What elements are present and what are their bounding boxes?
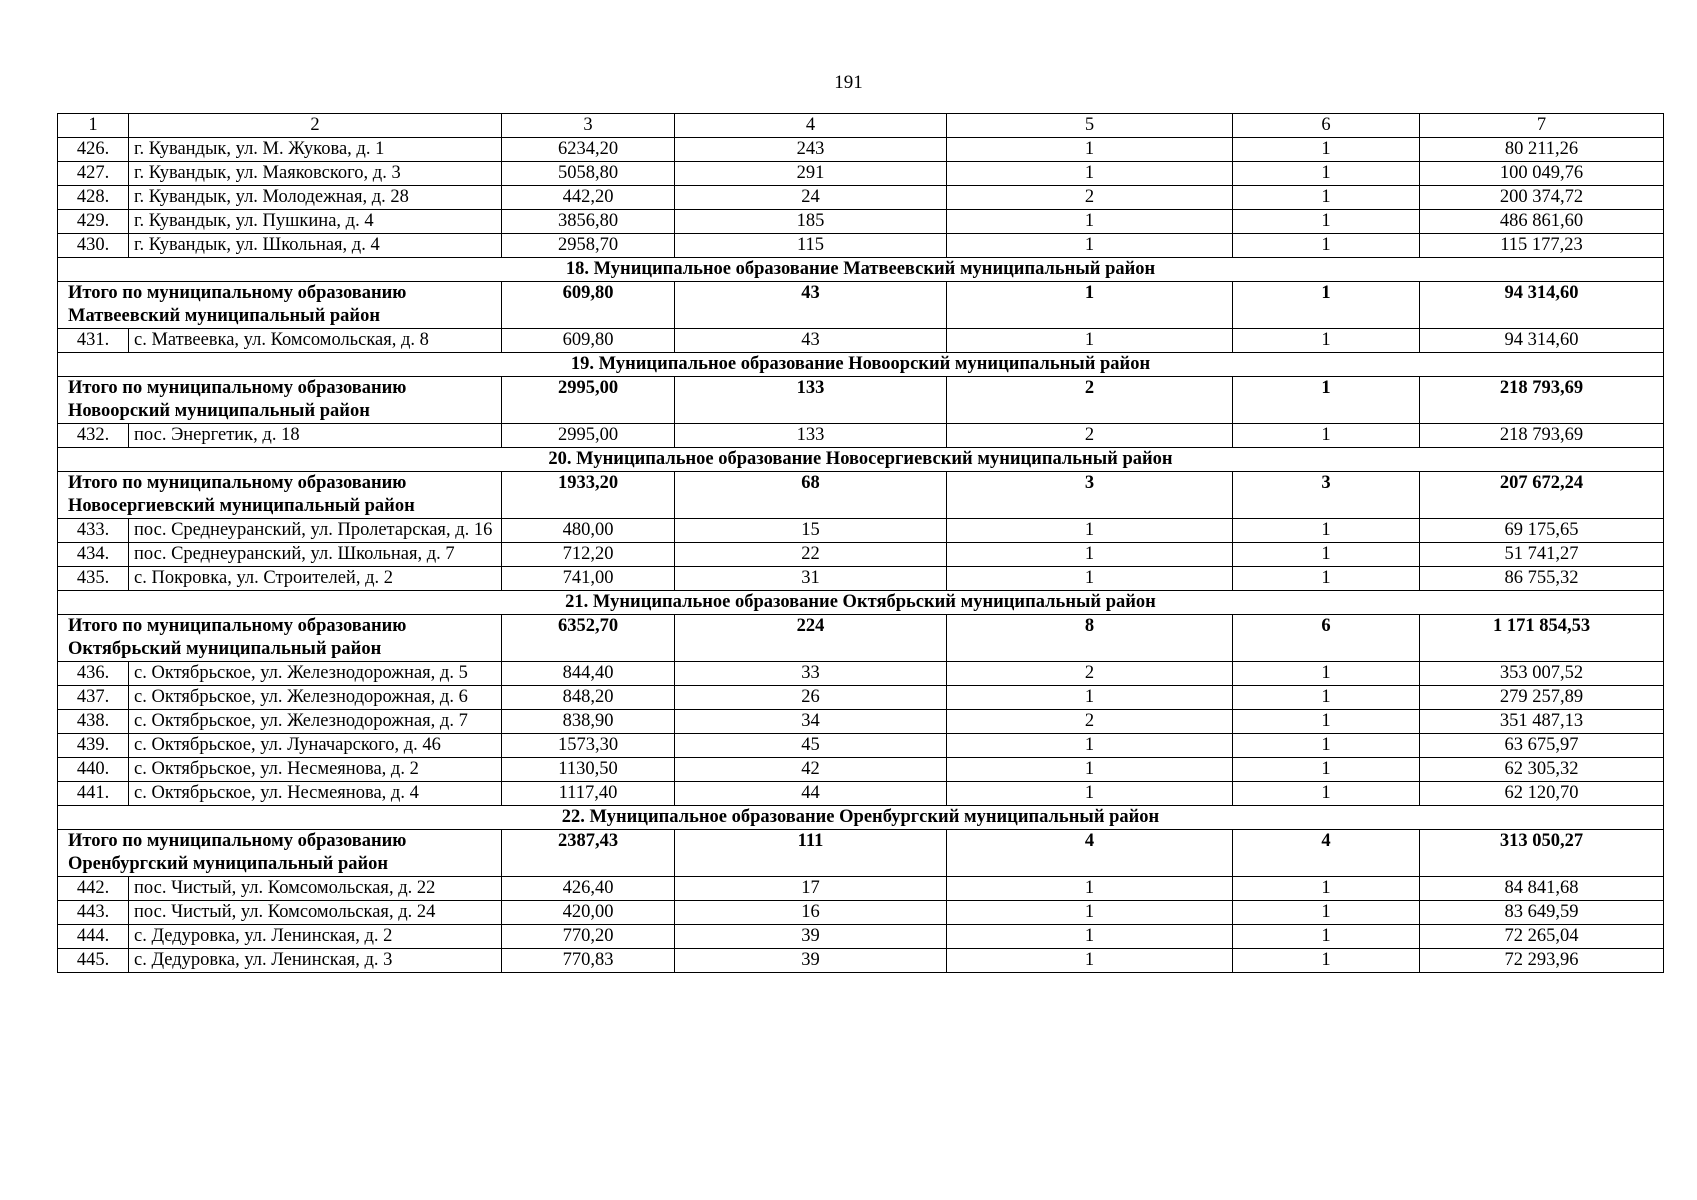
value-cell-col6: 1 [1233, 424, 1420, 448]
table-row [58, 710, 1664, 734]
value-cell-col5: 1 [947, 567, 1233, 591]
value-cell-col3: 1117,40 [502, 782, 675, 806]
value-cell-col5: 1 [947, 686, 1233, 710]
value-cell-col6: 1 [1233, 782, 1420, 806]
value-cell-col7: 80 211,26 [1420, 138, 1664, 162]
row-number: 434. [58, 543, 129, 567]
value-cell-col5: 1 [947, 949, 1233, 973]
value-cell-col3: 3856,80 [502, 210, 675, 234]
subtotal-cell-col7: 313 050,27 [1420, 830, 1664, 877]
subtotal-cell-col7: 1 171 854,53 [1420, 615, 1664, 662]
subtotal-cell-col6: 4 [1233, 830, 1420, 877]
value-cell-col6: 1 [1233, 662, 1420, 686]
value-cell-col5: 1 [947, 162, 1233, 186]
table-row [58, 925, 1664, 949]
subtotal-cell-col7: 207 672,24 [1420, 472, 1664, 519]
value-cell-col6: 1 [1233, 925, 1420, 949]
subtotal-cell-col6: 6 [1233, 615, 1420, 662]
row-number: 440. [58, 758, 129, 782]
section-title: 22. Муниципальное образование Оренбургский муниципальный район [58, 806, 1664, 830]
value-cell-col7: 218 793,69 [1420, 424, 1664, 448]
table-row [58, 901, 1664, 925]
value-cell-col6: 1 [1233, 734, 1420, 758]
address-cell: с. Октябрьское, ул. Несмеянова, д. 2 [129, 758, 502, 782]
address-cell: г. Кувандык, ул. Школьная, д. 4 [129, 234, 502, 258]
subtotal-cell-col6: 1 [1233, 377, 1420, 424]
value-cell-col3: 609,80 [502, 329, 675, 353]
address-cell: пос. Чистый, ул. Комсомольская, д. 22 [129, 877, 502, 901]
address-cell: г. Кувандык, ул. Пушкина, д. 4 [129, 210, 502, 234]
address-cell: г. Кувандык, ул. Маяковского, д. 3 [129, 162, 502, 186]
subtotal-cell-col6: 1 [1233, 282, 1420, 329]
address-cell: с. Матвеевка, ул. Комсомольская, д. 8 [129, 329, 502, 353]
subtotal-row [58, 472, 1664, 519]
value-cell-col7: 69 175,65 [1420, 519, 1664, 543]
address-cell: с. Покровка, ул. Строителей, д. 2 [129, 567, 502, 591]
value-cell-col7: 115 177,23 [1420, 234, 1664, 258]
value-cell-col4: 24 [675, 186, 947, 210]
address-cell: пос. Чистый, ул. Комсомольская, д. 24 [129, 901, 502, 925]
column-number: 6 [1233, 114, 1420, 138]
value-cell-col5: 1 [947, 519, 1233, 543]
value-cell-col7: 84 841,68 [1420, 877, 1664, 901]
row-number: 441. [58, 782, 129, 806]
value-cell-col4: 34 [675, 710, 947, 734]
subtotal-cell-col3: 2995,00 [502, 377, 675, 424]
value-cell-col4: 31 [675, 567, 947, 591]
value-cell-col4: 33 [675, 662, 947, 686]
value-cell-col7: 83 649,59 [1420, 901, 1664, 925]
value-cell-col6: 1 [1233, 186, 1420, 210]
value-cell-col7: 200 374,72 [1420, 186, 1664, 210]
row-number: 432. [58, 424, 129, 448]
value-cell-col6: 1 [1233, 901, 1420, 925]
value-cell-col3: 770,83 [502, 949, 675, 973]
section-title: 18. Муниципальное образование Матвеевский муниципальный район [58, 258, 1664, 282]
table-row [58, 543, 1664, 567]
value-cell-col7: 62 120,70 [1420, 782, 1664, 806]
row-number: 445. [58, 949, 129, 973]
table-row [58, 210, 1664, 234]
row-number: 433. [58, 519, 129, 543]
value-cell-col3: 741,00 [502, 567, 675, 591]
value-cell-col4: 26 [675, 686, 947, 710]
value-cell-col3: 1130,50 [502, 758, 675, 782]
subtotal-label: Итого по муниципальному образованию Новосергиевский муниципальный район [58, 472, 502, 519]
subtotal-cell-col7: 218 793,69 [1420, 377, 1664, 424]
value-cell-col7: 63 675,97 [1420, 734, 1664, 758]
value-cell-col3: 420,00 [502, 901, 675, 925]
row-number: 427. [58, 162, 129, 186]
table-body [58, 114, 1664, 973]
section-header-row [58, 591, 1664, 615]
value-cell-col3: 712,20 [502, 543, 675, 567]
row-number: 436. [58, 662, 129, 686]
subtotal-label: Итого по муниципальному образованию Матвеевский муниципальный район [58, 282, 502, 329]
table-row [58, 662, 1664, 686]
value-cell-col5: 1 [947, 901, 1233, 925]
row-number: 426. [58, 138, 129, 162]
subtotal-cell-col3: 609,80 [502, 282, 675, 329]
value-cell-col6: 1 [1233, 567, 1420, 591]
value-cell-col5: 1 [947, 925, 1233, 949]
value-cell-col7: 86 755,32 [1420, 567, 1664, 591]
value-cell-col7: 353 007,52 [1420, 662, 1664, 686]
value-cell-col3: 838,90 [502, 710, 675, 734]
page-number: 191 [834, 72, 863, 93]
value-cell-col3: 2958,70 [502, 234, 675, 258]
subtotal-row [58, 377, 1664, 424]
value-cell-col4: 43 [675, 329, 947, 353]
section-header-row [58, 806, 1664, 830]
value-cell-col4: 115 [675, 234, 947, 258]
value-cell-col4: 185 [675, 210, 947, 234]
row-number: 435. [58, 567, 129, 591]
table-row [58, 782, 1664, 806]
value-cell-col5: 1 [947, 138, 1233, 162]
subtotal-row [58, 830, 1664, 877]
subtotal-label: Итого по муниципальному образованию Новоорский муниципальный район [58, 377, 502, 424]
value-cell-col6: 1 [1233, 686, 1420, 710]
subtotal-cell-col4: 224 [675, 615, 947, 662]
value-cell-col5: 1 [947, 758, 1233, 782]
table-row [58, 329, 1664, 353]
value-cell-col7: 51 741,27 [1420, 543, 1664, 567]
address-cell: с. Октябрьское, ул. Железнодорожная, д. 7 [129, 710, 502, 734]
value-cell-col6: 1 [1233, 138, 1420, 162]
subtotal-cell-col3: 6352,70 [502, 615, 675, 662]
value-cell-col6: 1 [1233, 877, 1420, 901]
row-number: 438. [58, 710, 129, 734]
value-cell-col3: 6234,20 [502, 138, 675, 162]
value-cell-col4: 45 [675, 734, 947, 758]
row-number: 429. [58, 210, 129, 234]
column-number: 1 [58, 114, 129, 138]
row-number: 437. [58, 686, 129, 710]
value-cell-col4: 291 [675, 162, 947, 186]
subtotal-label: Итого по муниципальному образованию Оренбургский муниципальный район [58, 830, 502, 877]
address-cell: с. Дедуровка, ул. Ленинская, д. 3 [129, 949, 502, 973]
value-cell-col6: 1 [1233, 234, 1420, 258]
section-header-row [58, 258, 1664, 282]
subtotal-cell-col4: 43 [675, 282, 947, 329]
address-cell: пос. Среднеуранский, ул. Пролетарская, д. 16 [129, 519, 502, 543]
value-cell-col3: 426,40 [502, 877, 675, 901]
row-number: 439. [58, 734, 129, 758]
value-cell-col3: 844,40 [502, 662, 675, 686]
value-cell-col5: 1 [947, 877, 1233, 901]
value-cell-col5: 2 [947, 662, 1233, 686]
section-title: 21. Муниципальное образование Октябрьский муниципальный район [58, 591, 1664, 615]
subtotal-label: Итого по муниципальному образованию Октябрьский муниципальный район [58, 615, 502, 662]
value-cell-col7: 72 293,96 [1420, 949, 1664, 973]
section-header-row [58, 353, 1664, 377]
table-row [58, 519, 1664, 543]
row-number: 443. [58, 901, 129, 925]
value-cell-col5: 2 [947, 186, 1233, 210]
value-cell-col6: 1 [1233, 210, 1420, 234]
value-cell-col7: 72 265,04 [1420, 925, 1664, 949]
value-cell-col3: 1573,30 [502, 734, 675, 758]
value-cell-col6: 1 [1233, 519, 1420, 543]
table-row [58, 949, 1664, 973]
table-row [58, 424, 1664, 448]
value-cell-col6: 1 [1233, 710, 1420, 734]
column-number-row [58, 114, 1664, 138]
section-header-row [58, 448, 1664, 472]
value-cell-col4: 42 [675, 758, 947, 782]
value-cell-col4: 39 [675, 925, 947, 949]
value-cell-col5: 1 [947, 234, 1233, 258]
value-cell-col3: 442,20 [502, 186, 675, 210]
address-cell: с. Дедуровка, ул. Ленинская, д. 2 [129, 925, 502, 949]
value-cell-col3: 770,20 [502, 925, 675, 949]
row-number: 431. [58, 329, 129, 353]
value-cell-col6: 1 [1233, 162, 1420, 186]
value-cell-col7: 100 049,76 [1420, 162, 1664, 186]
subtotal-cell-col4: 111 [675, 830, 947, 877]
value-cell-col5: 1 [947, 329, 1233, 353]
value-cell-col7: 279 257,89 [1420, 686, 1664, 710]
section-title: 20. Муниципальное образование Новосергиевский муниципальный район [58, 448, 1664, 472]
value-cell-col5: 1 [947, 543, 1233, 567]
value-cell-col5: 2 [947, 424, 1233, 448]
column-number: 2 [129, 114, 502, 138]
subtotal-cell-col5: 2 [947, 377, 1233, 424]
value-cell-col5: 1 [947, 210, 1233, 234]
value-cell-col4: 22 [675, 543, 947, 567]
value-cell-col4: 39 [675, 949, 947, 973]
row-number: 444. [58, 925, 129, 949]
value-cell-col4: 243 [675, 138, 947, 162]
subtotal-cell-col4: 68 [675, 472, 947, 519]
table-row [58, 186, 1664, 210]
value-cell-col4: 15 [675, 519, 947, 543]
address-cell: г. Кувандык, ул. Молодежная, д. 28 [129, 186, 502, 210]
value-cell-col6: 1 [1233, 949, 1420, 973]
column-number: 3 [502, 114, 675, 138]
address-cell: с. Октябрьское, ул. Железнодорожная, д. 6 [129, 686, 502, 710]
subtotal-cell-col6: 3 [1233, 472, 1420, 519]
subtotal-cell-col3: 1933,20 [502, 472, 675, 519]
row-number: 442. [58, 877, 129, 901]
address-cell: пос. Среднеуранский, ул. Школьная, д. 7 [129, 543, 502, 567]
value-cell-col3: 2995,00 [502, 424, 675, 448]
value-cell-col4: 44 [675, 782, 947, 806]
address-cell: г. Кувандык, ул. М. Жукова, д. 1 [129, 138, 502, 162]
column-number: 5 [947, 114, 1233, 138]
value-cell-col3: 480,00 [502, 519, 675, 543]
table-row [58, 567, 1664, 591]
subtotal-row [58, 615, 1664, 662]
row-number: 428. [58, 186, 129, 210]
subtotal-cell-col7: 94 314,60 [1420, 282, 1664, 329]
table-row [58, 758, 1664, 782]
value-cell-col5: 2 [947, 710, 1233, 734]
address-cell: с. Октябрьское, ул. Несмеянова, д. 4 [129, 782, 502, 806]
address-cell: с. Октябрьское, ул. Железнодорожная, д. 5 [129, 662, 502, 686]
address-cell: с. Октябрьское, ул. Луначарского, д. 46 [129, 734, 502, 758]
table-row [58, 234, 1664, 258]
value-cell-col3: 5058,80 [502, 162, 675, 186]
subtotal-cell-col3: 2387,43 [502, 830, 675, 877]
table-row [58, 162, 1664, 186]
subtotal-cell-col5: 4 [947, 830, 1233, 877]
subtotal-cell-col5: 3 [947, 472, 1233, 519]
subtotal-row [58, 282, 1664, 329]
value-cell-col4: 133 [675, 424, 947, 448]
register-table [57, 113, 1664, 973]
value-cell-col7: 486 861,60 [1420, 210, 1664, 234]
table-row [58, 734, 1664, 758]
value-cell-col4: 16 [675, 901, 947, 925]
row-number: 430. [58, 234, 129, 258]
subtotal-cell-col4: 133 [675, 377, 947, 424]
value-cell-col5: 1 [947, 782, 1233, 806]
table-row [58, 877, 1664, 901]
value-cell-col6: 1 [1233, 758, 1420, 782]
subtotal-cell-col5: 1 [947, 282, 1233, 329]
value-cell-col7: 62 305,32 [1420, 758, 1664, 782]
value-cell-col7: 94 314,60 [1420, 329, 1664, 353]
value-cell-col5: 1 [947, 734, 1233, 758]
value-cell-col6: 1 [1233, 329, 1420, 353]
value-cell-col6: 1 [1233, 543, 1420, 567]
section-title: 19. Муниципальное образование Новоорский муниципальный район [58, 353, 1664, 377]
column-number: 7 [1420, 114, 1664, 138]
value-cell-col4: 17 [675, 877, 947, 901]
table-row [58, 138, 1664, 162]
table-row [58, 686, 1664, 710]
subtotal-cell-col5: 8 [947, 615, 1233, 662]
column-number: 4 [675, 114, 947, 138]
value-cell-col3: 848,20 [502, 686, 675, 710]
address-cell: пос. Энергетик, д. 18 [129, 424, 502, 448]
value-cell-col7: 351 487,13 [1420, 710, 1664, 734]
